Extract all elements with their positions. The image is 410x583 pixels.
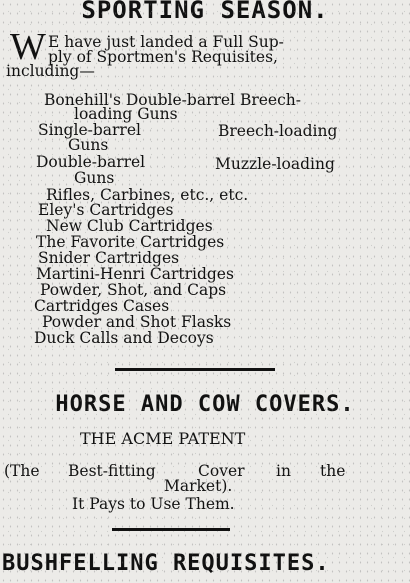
list-item: Powder, Shot, and Caps [40, 281, 227, 299]
intro-line-1: E have just landed a Full Sup- [48, 33, 284, 51]
drop-cap: W [10, 26, 46, 68]
heading-bushfelling-requisites: BUSHFELLING REQUISITES. [2, 551, 330, 576]
intro-line-3: including— [6, 62, 95, 80]
divider-rule [112, 528, 230, 531]
list-item: Bonehill's Double-barrel Breech- [44, 91, 301, 109]
list-item: The Favorite Cartridges [36, 233, 225, 251]
list-item: Snider Cartridges [38, 249, 180, 267]
covers-line-1-a: (The [4, 462, 40, 480]
list-item: Eley's Cartridges [38, 201, 174, 219]
covers-line-1-c: Cover [198, 462, 245, 480]
list-item: Duck Calls and Decoys [34, 329, 214, 347]
intro-line-2: ply of Sportmen's Requisites, [48, 48, 278, 66]
list-item: Powder and Shot Flasks [42, 313, 232, 331]
list-item: Guns [68, 136, 109, 154]
list-item: Guns [74, 169, 115, 187]
heading-horse-cow-covers: HORSE AND COW COVERS. [55, 392, 355, 417]
covers-line-1-d: in [276, 462, 291, 480]
patent-name: THE ACME PATENT [80, 429, 246, 448]
covers-line-1-b: Best-fitting [68, 462, 156, 480]
list-item: Breech-loading [218, 122, 338, 140]
list-item: Double-barrel [36, 153, 146, 171]
list-item: New Club Cartridges [46, 217, 213, 235]
heading-sporting-season: SPORTING SEASON. [81, 0, 329, 24]
list-item: Rifles, Carbines, etc., etc. [46, 186, 249, 204]
list-item: Single-barrel [38, 121, 141, 139]
covers-line-3: It Pays to Use Them. [72, 495, 235, 513]
list-item: loading Guns [74, 105, 178, 123]
list-item: Muzzle-loading [215, 155, 335, 173]
covers-line-2: Market). [164, 477, 233, 495]
divider-rule [115, 368, 275, 371]
list-item: Martini-Henri Cartridges [36, 265, 234, 283]
list-item: Cartridges Cases [34, 297, 170, 315]
covers-line-1-e: the [320, 462, 346, 480]
